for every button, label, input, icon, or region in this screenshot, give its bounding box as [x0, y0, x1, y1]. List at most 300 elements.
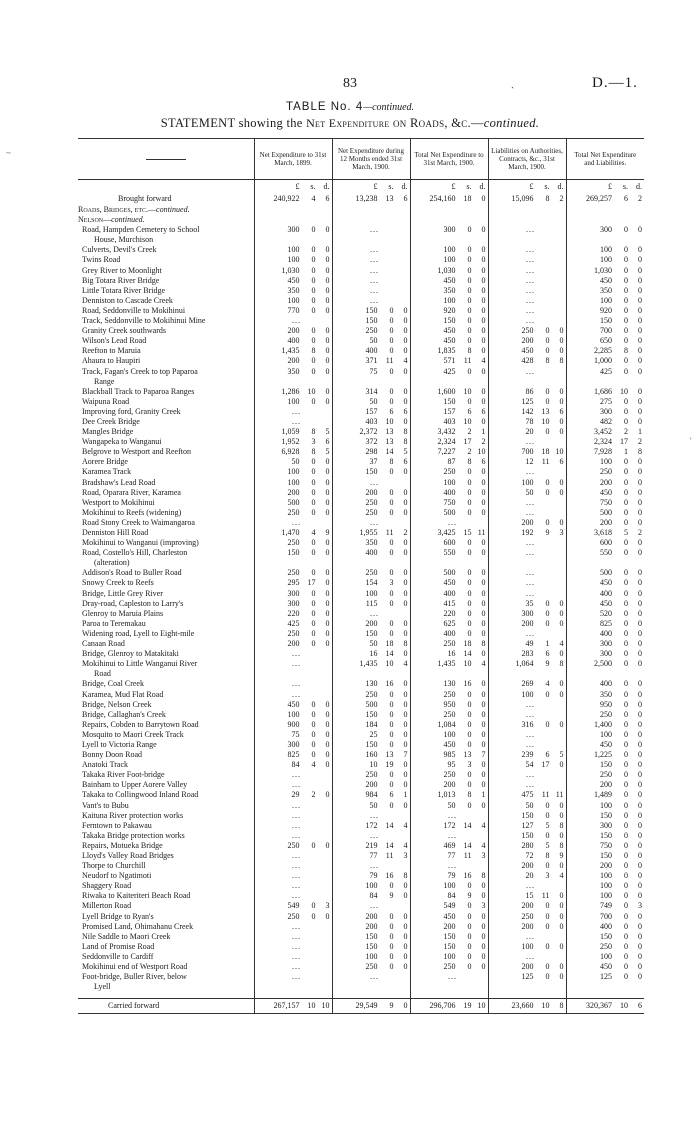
- amount-cell: [410, 276, 488, 286]
- amount-cell: [488, 609, 566, 619]
- empty-dots: ...: [526, 285, 535, 295]
- shillings: 0: [311, 245, 316, 255]
- pence: 0: [325, 840, 330, 850]
- pounds: 100: [443, 255, 456, 265]
- shillings: 0: [311, 709, 316, 719]
- amount-cell: [566, 740, 644, 750]
- pounds: 250: [600, 770, 612, 780]
- pounds: 250: [365, 326, 378, 336]
- pence: 0: [325, 497, 330, 507]
- shillings: 0: [311, 305, 316, 315]
- pounds: 1,013: [437, 790, 456, 800]
- table-row: [78, 266, 644, 276]
- amount-cell: [566, 599, 644, 609]
- table-title: [0, 101, 700, 113]
- road-name-text: Seddonville to Cardiff: [82, 951, 154, 961]
- amount-cell: [332, 397, 410, 407]
- shillings: 9: [545, 659, 550, 669]
- road-name-text: Bonny Doon Road: [82, 750, 142, 760]
- shillings: 0: [311, 467, 316, 477]
- amount-cell: [566, 942, 644, 952]
- road-name: [78, 619, 254, 629]
- pounds: 184: [365, 719, 378, 729]
- empty-dots: ...: [370, 810, 379, 820]
- amount-cell: [566, 690, 644, 700]
- amount-cell: [332, 245, 410, 255]
- amount-cell: [410, 912, 488, 922]
- pence: 0: [481, 709, 486, 719]
- empty-dots: ...: [526, 225, 535, 235]
- table-row: [78, 488, 644, 498]
- shillings: 0: [467, 881, 472, 891]
- amount-cell: [254, 467, 332, 477]
- shillings: 0: [467, 265, 472, 275]
- pounds: 100: [521, 941, 534, 951]
- empty-dots: ...: [526, 739, 535, 749]
- pounds: 300: [600, 225, 612, 235]
- carried-forward-label: Carried forward: [78, 999, 254, 1014]
- units-cell: [332, 180, 410, 195]
- amount-cell: [566, 316, 644, 326]
- empty-dots: ...: [526, 578, 535, 588]
- pounds: 250: [365, 689, 378, 699]
- amount-cell: [488, 266, 566, 276]
- amount-cell: [488, 801, 566, 811]
- amount-cell: [488, 871, 566, 881]
- pence: 3: [481, 851, 486, 860]
- amount-cell: [566, 387, 644, 397]
- empty-dots: ...: [448, 517, 457, 527]
- amount-cell: [566, 457, 644, 467]
- shillings: 0: [389, 548, 394, 558]
- amount-cell: [488, 760, 566, 770]
- pence: 0: [559, 861, 564, 871]
- road-name-text: Bridge, Nelson Creek: [82, 699, 152, 709]
- shillings: 0: [467, 719, 472, 729]
- pounds: 475: [521, 790, 534, 800]
- pounds: 250: [287, 911, 300, 921]
- road-name: [78, 326, 254, 336]
- shillings: 2: [467, 447, 472, 457]
- road-name-text: Neudorf to Ngatimoti: [82, 871, 152, 881]
- empty-dots: ...: [526, 628, 535, 638]
- shillings: 11: [463, 356, 472, 366]
- shillings: 0: [389, 780, 394, 790]
- shillings: 0: [311, 840, 316, 850]
- shillings: 0: [624, 941, 628, 951]
- pounds: 700: [600, 911, 612, 921]
- pounds: 100: [287, 396, 300, 406]
- pounds: 150: [600, 760, 612, 770]
- pence: 0: [638, 265, 642, 275]
- road-name: [78, 669, 254, 679]
- road-name-text: Wangapeka to Wanganui: [82, 437, 162, 447]
- table-row: [78, 740, 644, 750]
- table-row: [78, 720, 644, 730]
- amount-cell: [254, 599, 332, 609]
- print-mark: ˎ: [511, 78, 515, 89]
- shillings: 0: [311, 225, 316, 235]
- table-row: [78, 235, 644, 245]
- amount-cell: [410, 488, 488, 498]
- amount-cell: [488, 548, 566, 558]
- road-name: [78, 538, 254, 548]
- pence: 0: [325, 265, 330, 275]
- shillings: 0: [467, 497, 472, 507]
- shillings: 0: [311, 295, 316, 305]
- pounds: 450: [600, 962, 612, 972]
- pounds: 450: [443, 336, 456, 346]
- amount-cell: [488, 417, 566, 427]
- shillings: 0: [624, 649, 628, 659]
- pounds: 150: [365, 467, 378, 477]
- bf-cell-1: [254, 194, 332, 205]
- pounds: 400: [443, 487, 456, 497]
- road-name-text: Little Totara River Bridge: [82, 285, 166, 295]
- pence: 0: [481, 628, 486, 638]
- pounds: 100: [287, 709, 300, 719]
- pounds: 1,225: [594, 750, 612, 760]
- amount-cell: [488, 780, 566, 790]
- shillings: 0: [545, 386, 550, 396]
- pounds: 100: [600, 951, 612, 961]
- road-name: [78, 296, 254, 306]
- pence: 0: [403, 1001, 408, 1011]
- road-name-text: Lyell to Victoria Range: [82, 739, 157, 749]
- amount-cell: [332, 982, 410, 992]
- unit-pounds: £: [373, 182, 378, 191]
- road-name-text: Road, Oparara River, Karamea: [82, 487, 181, 497]
- pounds: 72: [525, 851, 534, 860]
- road-name-text: Foot-bridge, Buller River, below: [82, 972, 187, 982]
- shillings: 8: [545, 356, 550, 366]
- pounds: 550: [600, 548, 612, 558]
- amount-cell: [410, 851, 488, 861]
- amount-cell: [254, 296, 332, 306]
- amount-cell: [332, 962, 410, 972]
- amount-cell: [488, 488, 566, 498]
- amount-cell: [254, 811, 332, 821]
- amount-cell: [488, 538, 566, 548]
- road-name-text: Denniston Hill Road: [82, 528, 149, 537]
- pounds: 50: [447, 800, 456, 810]
- pounds: 100: [443, 245, 456, 255]
- pounds: 283: [521, 649, 534, 659]
- shillings: 0: [467, 507, 472, 517]
- amount-cell: [332, 568, 410, 578]
- unit-pounds: £: [451, 182, 456, 191]
- amount-cell: [332, 387, 410, 397]
- shillings: 13: [385, 427, 394, 437]
- units-name-cell: [78, 180, 254, 195]
- empty-dots: ...: [526, 548, 535, 558]
- empty-dots: ...: [292, 962, 301, 972]
- table-row: [78, 336, 644, 346]
- amount-cell: [254, 346, 332, 356]
- amount-cell: [410, 447, 488, 457]
- pounds: 1,835: [437, 346, 456, 356]
- amount-cell: [566, 478, 644, 488]
- section-heading-row: [78, 205, 644, 215]
- road-name-text: Widening road, Lyell to Eight-mile: [82, 628, 195, 638]
- bf-cell-4: [488, 194, 566, 205]
- amount-cell: [332, 669, 410, 679]
- empty-cell: [332, 205, 410, 215]
- amount-cell: [488, 296, 566, 306]
- pounds: 20: [525, 427, 534, 437]
- amount-cell: [566, 266, 644, 276]
- amount-cell: [254, 922, 332, 932]
- pence: 0: [638, 729, 642, 739]
- shillings: 0: [624, 356, 628, 366]
- units-cell: [488, 180, 566, 195]
- pounds: 86: [525, 386, 534, 396]
- statement-heading: [0, 116, 700, 131]
- shillings: 0: [467, 305, 472, 315]
- road-name: [78, 528, 254, 538]
- shillings: 0: [311, 366, 316, 376]
- pounds: 269,257: [586, 194, 612, 203]
- pence: 0: [559, 618, 564, 628]
- shillings: 0: [467, 578, 472, 588]
- pence: 3: [481, 901, 486, 911]
- amount-cell: [566, 326, 644, 336]
- amount-cell: [566, 730, 644, 740]
- amount-cell: [488, 831, 566, 841]
- amount-cell: [488, 356, 566, 366]
- empty-dots: ...: [292, 659, 301, 669]
- pence: 0: [481, 477, 486, 487]
- road-name: [78, 437, 254, 447]
- subsection-heading-continued: continued.: [111, 215, 145, 225]
- amount-cell: [332, 972, 410, 982]
- shillings: 17: [463, 437, 472, 447]
- shillings: 3: [467, 760, 472, 770]
- table-row: [78, 871, 644, 881]
- empty-dots: ...: [526, 305, 535, 315]
- pounds: 500: [287, 497, 300, 507]
- shillings: 0: [624, 487, 628, 497]
- road-name-text: Anatoki Track: [82, 760, 128, 770]
- amount-cell: [332, 891, 410, 901]
- pounds: 100: [365, 881, 378, 891]
- pounds: 950: [600, 699, 612, 709]
- shillings: 4: [311, 528, 316, 537]
- table-row: [78, 821, 644, 831]
- pence: 0: [325, 275, 330, 285]
- pence: 0: [559, 800, 564, 810]
- amount-cell: [566, 700, 644, 710]
- amount-cell: [488, 326, 566, 336]
- shillings: 0: [311, 336, 316, 346]
- table-row: [78, 397, 644, 407]
- shillings: 13: [463, 750, 472, 760]
- shillings: 13: [385, 437, 394, 447]
- pence: 10: [477, 447, 486, 457]
- pounds: 79: [447, 871, 456, 881]
- pence: 0: [481, 729, 486, 739]
- shillings: 8: [624, 346, 628, 356]
- amount-cell: [488, 377, 566, 387]
- pence: 0: [325, 911, 330, 921]
- shillings: 1: [545, 639, 550, 649]
- pounds: 450: [287, 699, 300, 709]
- pence: 0: [638, 255, 642, 265]
- pence: 3: [638, 901, 642, 911]
- shillings: 0: [389, 941, 394, 951]
- amount-cell: [254, 578, 332, 588]
- pounds: 100: [521, 689, 534, 699]
- amount-cell: [488, 922, 566, 932]
- road-name: [78, 336, 254, 346]
- shillings: 0: [311, 911, 316, 921]
- pounds: 200: [443, 780, 456, 790]
- amount-cell: [332, 730, 410, 740]
- shillings: 2: [624, 427, 628, 437]
- amount-cell: [410, 346, 488, 356]
- amount-cell: [410, 760, 488, 770]
- pence: 0: [325, 487, 330, 497]
- amount-cell: [254, 841, 332, 851]
- shillings: 8: [545, 851, 550, 860]
- shillings: 0: [624, 245, 628, 255]
- shillings: 0: [467, 225, 472, 235]
- pence: 0: [403, 951, 408, 961]
- pounds: 200: [365, 911, 378, 921]
- pence: 0: [481, 316, 486, 326]
- pence: 9: [325, 528, 330, 537]
- amount-cell: [410, 225, 488, 235]
- shillings: 0: [545, 608, 550, 618]
- pounds: 100: [521, 477, 534, 487]
- pounds: 1,435: [437, 659, 456, 669]
- shillings: 0: [389, 497, 394, 507]
- empty-dots: ...: [526, 780, 535, 790]
- pounds: 200: [287, 487, 300, 497]
- empty-dots: ...: [370, 255, 379, 265]
- pence: 1: [481, 790, 486, 800]
- pence: 0: [403, 305, 408, 315]
- amount-cell: [566, 367, 644, 377]
- shillings: 16: [385, 679, 394, 689]
- pence: 0: [481, 194, 486, 203]
- amount-cell: [566, 508, 644, 518]
- road-name: [78, 942, 254, 952]
- pence: 0: [638, 588, 642, 598]
- amount-cell: [332, 235, 410, 245]
- pence: 0: [638, 517, 642, 527]
- shillings: 17: [307, 578, 316, 588]
- pounds: 29,549: [355, 1001, 378, 1011]
- amount-cell: [566, 447, 644, 457]
- pounds: 1,600: [437, 386, 456, 396]
- amount-cell: [410, 558, 488, 568]
- pence: 0: [481, 366, 486, 376]
- pounds: 125: [521, 972, 534, 982]
- road-name-text: Bradshaw's Lead Road: [82, 477, 156, 487]
- road-name: [78, 578, 254, 588]
- amount-cell: [410, 901, 488, 911]
- shillings: 14: [463, 820, 472, 830]
- amount-cell: [254, 659, 332, 669]
- shillings: 0: [389, 699, 394, 709]
- road-name: [78, 972, 254, 982]
- road-name: [78, 427, 254, 437]
- road-name: [78, 397, 254, 407]
- pounds: 2,372: [359, 427, 378, 437]
- pence: 0: [481, 951, 486, 961]
- header-col-1: Net Expenditure to 31st March, 1899.: [254, 139, 332, 180]
- pounds: 150: [600, 810, 612, 820]
- amount-cell: [410, 690, 488, 700]
- shillings: 0: [624, 750, 628, 760]
- table-row: [78, 619, 644, 629]
- road-name: [78, 881, 254, 891]
- table-row: [78, 548, 644, 558]
- amount-cell: [410, 841, 488, 851]
- pence: 0: [325, 608, 330, 618]
- pounds: 54: [525, 760, 534, 770]
- pounds: 100: [287, 295, 300, 305]
- road-name: [78, 387, 254, 397]
- pence: 0: [325, 255, 330, 265]
- pence: 0: [325, 699, 330, 709]
- shillings: 4: [311, 194, 316, 203]
- amount-cell: [254, 397, 332, 407]
- shillings: 0: [311, 739, 316, 749]
- pence: 0: [325, 639, 330, 649]
- pounds: 157: [443, 406, 456, 416]
- table-row: [78, 851, 644, 861]
- road-name: [78, 508, 254, 518]
- shillings: 10: [541, 1001, 550, 1011]
- shillings: 0: [389, 305, 394, 315]
- shillings: 0: [311, 457, 316, 467]
- amount-cell: [254, 780, 332, 790]
- pence: 0: [559, 911, 564, 921]
- amount-cell: [332, 467, 410, 477]
- shillings: 10: [385, 659, 394, 669]
- road-name-text: Belgrove to Westport and Reefton: [82, 447, 191, 457]
- empty-dots: ...: [370, 295, 379, 305]
- amount-cell: [410, 417, 488, 427]
- pence: 0: [325, 507, 330, 517]
- pounds: 250: [443, 467, 456, 477]
- pence: 8: [403, 871, 408, 881]
- amount-cell: [566, 235, 644, 245]
- amount-cell: [254, 831, 332, 841]
- pounds: 75: [369, 366, 378, 376]
- shillings: 6: [545, 649, 550, 659]
- road-name: [78, 457, 254, 467]
- pence: 0: [638, 891, 642, 901]
- pence: 0: [325, 386, 330, 396]
- pounds: 100: [600, 871, 612, 881]
- table-row: [78, 962, 644, 972]
- amount-cell: [410, 306, 488, 316]
- pounds: 200: [521, 336, 534, 346]
- amount-cell: [254, 669, 332, 679]
- road-name-text: House, Murchison: [94, 235, 154, 245]
- pounds: 150: [365, 305, 378, 315]
- amount-cell: [410, 932, 488, 942]
- shillings: 0: [311, 548, 316, 558]
- shillings: 9: [389, 1001, 394, 1011]
- pounds: 100: [443, 477, 456, 487]
- cf-cell-4: [488, 999, 566, 1014]
- pence: 0: [638, 618, 642, 628]
- pence: 0: [638, 649, 642, 659]
